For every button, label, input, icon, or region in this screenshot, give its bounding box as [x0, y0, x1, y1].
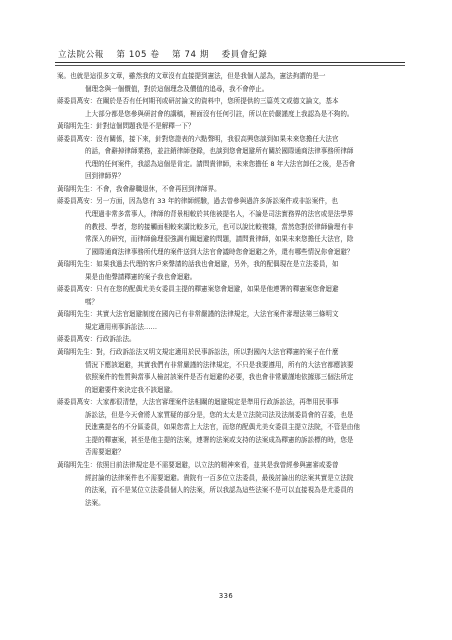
continuation-line: 的法案，而不是某位立法委員個人的法案，所以我認為這些法案不是可以直接視為是尤委員的 — [85, 486, 354, 495]
continuation-line: 法案。 — [85, 498, 105, 507]
transcript-paragraph — [57, 195, 404, 258]
transcript-paragraph — [57, 120, 404, 133]
transcript-paragraph — [57, 95, 404, 120]
speaker-line: 黃瑞明先生：對，行政訴訟法又明文規定適用於民事訴訟法，所以對國內大法官釋憲的案子在什麼 — [57, 348, 339, 357]
continuation-line: 經討論的法律案件也不需要迴避。貴院有一百多位立法委員，最後討論出的法案其實是立法院 — [85, 473, 354, 482]
header-rule-thick — [55, 62, 405, 63]
page-number: 336 — [218, 592, 234, 600]
transcript-paragraph — [57, 346, 404, 396]
transcript-paragraph — [57, 70, 404, 95]
volume-number: 第 105 卷 — [116, 50, 160, 60]
speaker-line: 蔣委員萬安：沒有關係，接下來，針對您證表的六點聲明，我很高興您談到如果未來您擔任大法官 — [57, 134, 339, 143]
continuation-line: 情況下應該迴避，其實我們有非常嚴謹的法律規定，不只是我要遵用，所有的大法官都應該要 — [85, 360, 354, 369]
transcript-paragraph — [57, 283, 404, 308]
continuation-line: 代理過非常多當事人，律師的背景相較於其他被提名人，不論是司法實務界的法官或是法學界 — [85, 210, 354, 219]
continuation-line: 主提的釋憲案，甚至是他主提的法案，連署的法案或支持的法案成為釋憲的訴訟標的時，您是 — [85, 435, 354, 444]
speaker-line: 黃瑞明先生：其實大法官迴避制度在國內已有非常嚴謹的法律規定，大法官案件審理法第三條明文 — [57, 310, 339, 319]
continuation-line: 規定適用刑事訴訟法…… — [85, 322, 158, 331]
header-rule-thin — [55, 65, 405, 66]
transcript-paragraph — [57, 308, 404, 333]
speaker-line: 蔣委員萬安：大家都很清楚，大法官審理案件法相關的迴避規定是準用行政訴訟法，再準用民事事 — [57, 398, 339, 407]
continuation-line: 常深入的研究，而律師倫理很強調有關迴避的問題，請問貴律師，如果未來您擔任大法官，除 — [85, 235, 354, 244]
continuation-line: 的話，會辭掉律師業務，並註銷律師登錄，也談到您會迴避所有關於國際通商法律事務所律師 — [85, 147, 354, 156]
continuation-line: 嗎？ — [85, 297, 99, 306]
continuation-line: 果是由他聲請釋憲的案子我也會迴避。 — [85, 272, 197, 281]
speaker-line: 黃瑞明先生：針對這個問題我是不是解釋一下？ — [57, 122, 195, 131]
transcript-paragraph — [57, 459, 404, 509]
continuation-line: 否需要迴避？ — [85, 448, 125, 457]
transcript-paragraph — [57, 133, 404, 183]
section-name: 委員會紀錄 — [221, 50, 268, 60]
speaker-line: 案。也就是這很多文章，雖然我的文章沒有直接提到憲法，但是我個人認為，憲法拘謂的是一 — [57, 72, 326, 80]
page-header — [58, 48, 276, 60]
speaker-line: 蔣委員萬安：在關於是否有任何期刊或研討論文的資料中，您所提供的三篇英文或德文論文，基本 — [57, 97, 339, 106]
continuation-line: 的教授、學者，您的接觸面相較來講比較多元，也可以說比較複雜，當然您對於律師倫理有非 — [85, 222, 354, 231]
publication-name: 立法院公報 — [58, 50, 104, 60]
continuation-line: 民進黨提名的不分區委員，如果您當上大法官，而您的配偶尤美女委員主提立法院，不管是由他 — [85, 423, 360, 432]
continuation-line: 代理的任何案件，我認為這個是肯定。請問貴律師，未來您擔任 8 年大法官卸任之後，是否會 — [85, 159, 356, 168]
transcript-paragraph — [57, 396, 404, 459]
transcript-body — [57, 70, 404, 509]
continuation-line: 上大部分都是您參與研討會的講稿，裡面沒有任何引註，所以在於嚴謹度上我認為是不夠的。 — [85, 109, 354, 118]
continuation-line: 訴訟法，但是今天會將人家質疑的部分是，您的太太是立法院司法及法制委員會的召委，也是 — [85, 410, 354, 419]
speaker-line: 蔣委員萬安：另一方面，因為您有 33 年的律師經驗，過去曾參與過許多訴訟案件或非訟案件，也 — [57, 197, 338, 206]
transcript-paragraph — [57, 333, 404, 346]
speaker-line: 黃瑞明先生：如果我過去代理的客戶來聲請的話我也會迴避，另外，我的配偶現在是立法委員，如 — [57, 260, 339, 269]
continuation-line: 依照案件的性質與當事人檢討該案件是否有迴避的必要，我也會非常嚴謹地依據那三個法所定 — [85, 373, 354, 382]
transcript-paragraph — [57, 183, 404, 196]
speaker-line: 黃瑞明先生：依照目前法律規定是不需要迴避，以立法的精神來看，並其是我曾經參與憲審或委曾 — [57, 460, 339, 469]
continuation-line: 個理念與一個價值，對於這個理念及價值的追尋，我不會停止。 — [85, 84, 269, 93]
speaker-line: 黃瑞明先生：不會，我會辭職退休，不會再回到律師界。 — [57, 184, 221, 193]
continuation-line: 的迴避要件來決定我不該迴避。 — [85, 385, 177, 394]
continuation-line: 了國際通商法律事務所代理的案件送到大法官會議時您會迴避之外，還有哪些情況你會迴避？ — [85, 247, 354, 256]
speaker-line: 蔣委員萬安：只有在您的配偶尤美女委員主提的釋憲案您會迴避，如果是他連署的釋憲案您會迴避 — [57, 285, 339, 294]
issue-number: 第 74 期 — [171, 50, 210, 60]
speaker-line: 蔣委員萬安：行政訴訟法。 — [57, 335, 136, 344]
continuation-line: 回到律師界？ — [85, 172, 125, 181]
transcript-paragraph — [57, 258, 404, 283]
